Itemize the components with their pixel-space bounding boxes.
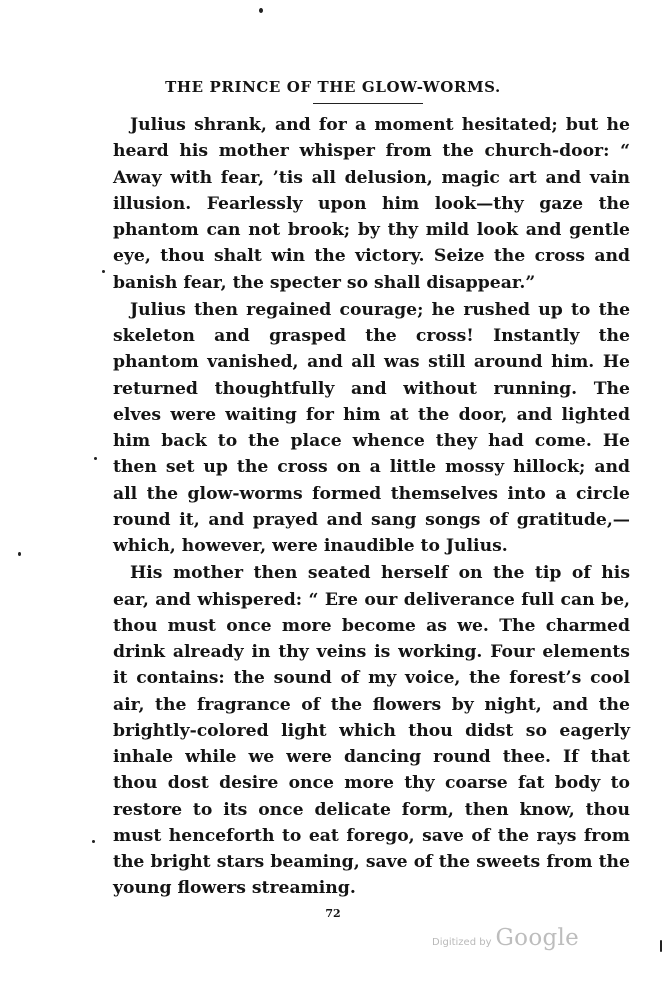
google-logo: Google (495, 925, 580, 951)
scan-speck-left-3 (18, 552, 21, 556)
scan-speck-left-1 (102, 270, 105, 273)
scan-speck-left-4 (92, 840, 95, 843)
head-rule (313, 103, 423, 104)
body-text (113, 112, 630, 902)
scan-speck-left-2 (94, 457, 97, 460)
paragraph-2: Julius then regained courage; he rushed up to the skeleton and grasped the cross! Instantly the phantom vanished, and all was still around him. He returned thoughtfully and without running. The elves were waiting for him at the door, and lighted him back to the place whence they had come. He then set up the cross on a little mossy hillock; and all the glow-worms formed themselves into a circle round it, and prayed and sang songs of gratitude,—which, however, were inaudible to Julius. (113, 299, 630, 556)
paragraph-3: His mother then seated herself on the tip of his ear, and whispered: “ Ere our deliverance full can be, thou must once more become as we. The charmed drink already in thy veins is working. Four elements it contains: the sound of my voice, the forest’s cool air, the fragrance of the flowers by night, and the brightly-colored light which thou didst so eagerly inhale while we were dancing round thee. If that thou dost desire once more thy coarse fat body to restore to its once delicate form, then know, thou must henceforth to eat forego, save of the rays from the bright stars beaming, save of the sweets from the young flowers streaming. (113, 563, 630, 899)
digitized-watermark (432, 925, 579, 951)
running-head: THE PRINCE OF THE GLOW-WORMS. (165, 78, 501, 96)
digitized-prefix: Digitized by (432, 937, 492, 948)
scan-speck-top (259, 8, 263, 13)
scan-speck-right (660, 940, 662, 952)
page-number: 72 (325, 907, 341, 920)
paragraph-1: Julius shrank, and for a moment hesitated; but he heard his mother whisper from the church-door: “ Away with fear, ’tis all delusion, magic art and vain illusion. Fearlessly upon him look—thy gaze the phantom can not brook; by thy mild look and gentle eye, thou shalt win the victory. Seize the cross and banish fear, the specter so shall disappear.” (113, 115, 630, 293)
